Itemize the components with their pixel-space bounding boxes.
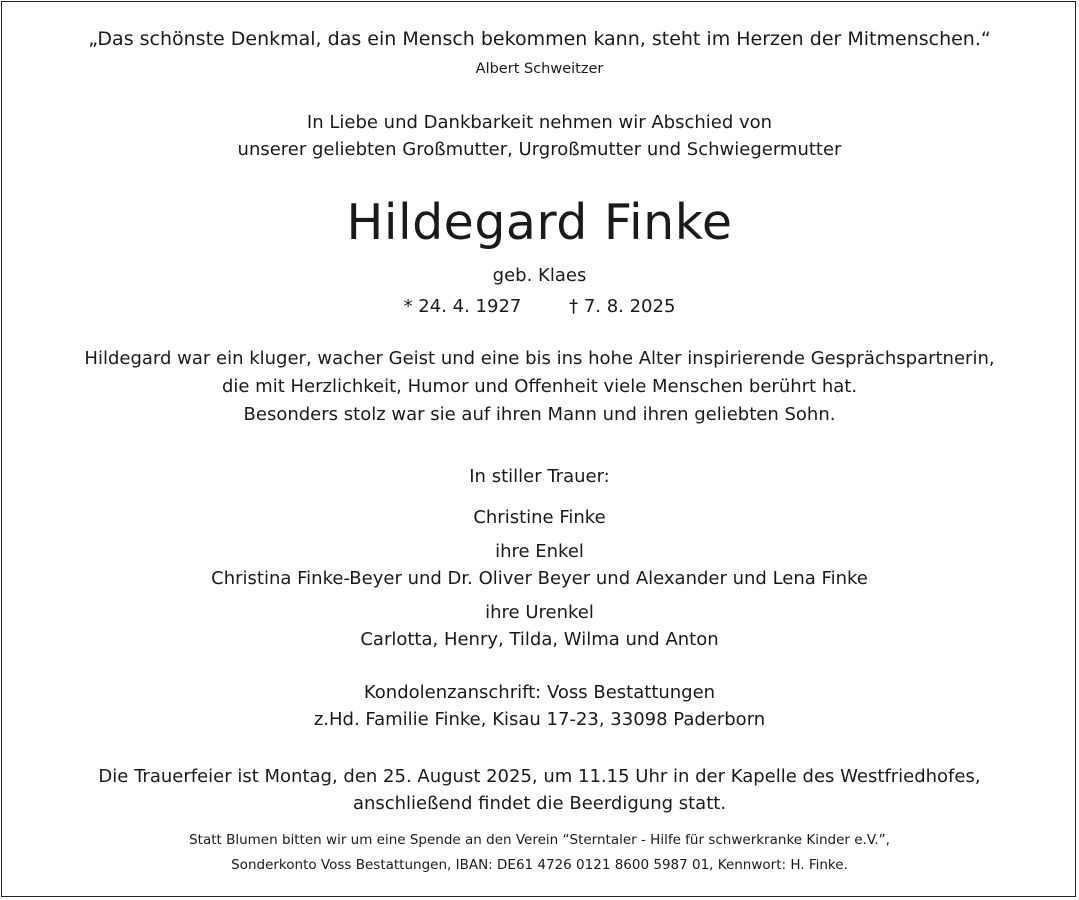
quote-text: „Das schönste Denkmal, das ein Mensch bekommen kann, steht im Herzen der Mitmenschen.“ bbox=[88, 28, 991, 50]
condolence-line-2: z.Hd. Familie Finke, Kisau 17-23, 33098 Paderborn bbox=[313, 709, 766, 730]
mourner-daughter-in-law: Christine Finke bbox=[473, 507, 606, 528]
donation-line-1: Statt Blumen bitten wir um eine Spende an den Verein “Sterntaler - Hilfe für schwerkranke Kinder e.V.”, bbox=[189, 832, 890, 848]
great-grandchildren-label: ihre Urenkel bbox=[485, 602, 594, 623]
donation-line-2: Sonderkonto Voss Bestattungen, IBAN: DE61 4726 0121 8600 5987 01, Kennwort: H. Finke. bbox=[231, 857, 848, 873]
tribute-line-3: Besonders stolz war sie auf ihren Mann und ihren geliebten Sohn. bbox=[243, 404, 836, 425]
tribute-line-1: Hildegard war ein kluger, wacher Geist und eine bis ins hohe Alter inspirierende Gesprächspartnerin, bbox=[84, 348, 995, 369]
death-date: † 7. 8. 2025 bbox=[569, 296, 676, 317]
quote-author: Albert Schweitzer bbox=[475, 61, 604, 77]
great-grandchildren-names: Carlotta, Henry, Tilda, Wilma und Anton bbox=[360, 629, 719, 650]
deceased-name: Hildegard Finke bbox=[346, 194, 733, 251]
intro-line-1: In Liebe und Dankbarkeit nehmen wir Abschied von bbox=[306, 112, 773, 133]
funeral-line-2: anschließend findet die Beerdigung statt. bbox=[352, 793, 727, 814]
condolence-line-1: Kondolenzanschrift: Voss Bestattungen bbox=[363, 682, 716, 703]
tribute-line-2: die mit Herzlichkeit, Humor und Offenheit viele Menschen berührt hat. bbox=[221, 376, 858, 397]
funeral-line-1: Die Trauerfeier ist Montag, den 25. August 2025, um 11.15 Uhr in der Kapelle des Westfriedhofes, bbox=[98, 766, 981, 787]
obituary-border bbox=[1, 1, 1076, 897]
mourners-heading: In stiller Trauer: bbox=[469, 466, 610, 487]
birth-date: * 24. 4. 1927 bbox=[403, 296, 522, 317]
life-dates bbox=[0, 296, 1079, 317]
grandchildren-names: Christina Finke-Beyer und Dr. Oliver Beyer und Alexander und Lena Finke bbox=[211, 568, 868, 589]
grandchildren-label: ihre Enkel bbox=[495, 541, 584, 562]
intro-line-2: unserer geliebten Großmutter, Urgroßmutter und Schwiegermutter bbox=[237, 139, 842, 160]
maiden-name: geb. Klaes bbox=[492, 265, 587, 286]
